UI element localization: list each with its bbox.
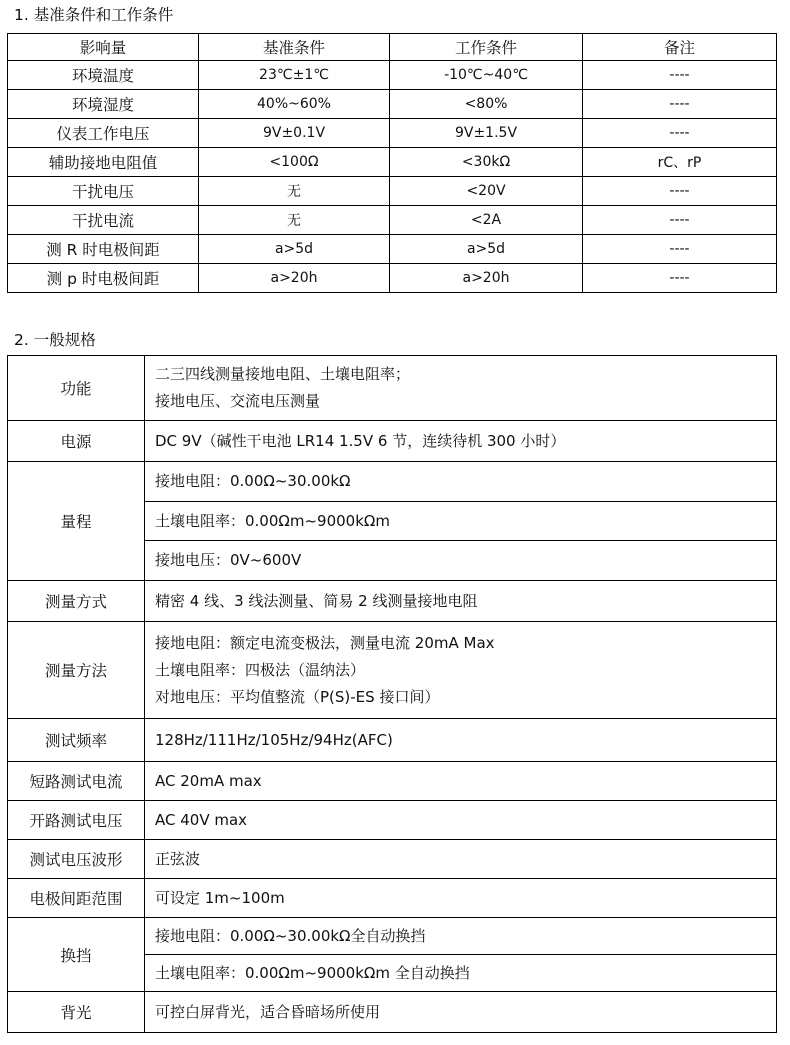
table-row bbox=[8, 177, 777, 206]
spec-line: AC 40V max bbox=[155, 810, 248, 829]
spec-value bbox=[145, 622, 777, 719]
table-row bbox=[8, 235, 777, 264]
table-row bbox=[8, 119, 777, 148]
influence-cell: 辅助接地电阻值 bbox=[8, 148, 199, 177]
influence-cell: 环境湿度 bbox=[8, 90, 199, 119]
spec-row-range bbox=[8, 462, 777, 502]
spec-value bbox=[145, 840, 777, 879]
spec-value bbox=[145, 879, 777, 918]
column-header: 基准条件 bbox=[199, 34, 390, 61]
remark-cell: ---- bbox=[583, 90, 777, 119]
spec-line: 接地电阻：0.00Ω~30.00kΩ bbox=[155, 472, 351, 490]
spec-row-frequency bbox=[8, 719, 777, 762]
spec-line: 对地电压：平均值整流（P(S)-ES 接口间） bbox=[155, 687, 440, 706]
spec-row-measure-mode bbox=[8, 581, 777, 622]
spec-line: 接地电阻：额定电流变极法，测量电流 20mA Max bbox=[155, 633, 495, 652]
spec-value bbox=[145, 421, 777, 462]
remark-cell: rC、rP bbox=[583, 148, 777, 177]
spec-label: 功能 bbox=[8, 356, 145, 421]
reference-cell: 23℃±1℃ bbox=[199, 61, 390, 90]
spec-label: 电源 bbox=[8, 421, 145, 462]
influence-cell: 测 R 时电极间距 bbox=[8, 235, 199, 264]
spec-value bbox=[145, 502, 777, 541]
spec-line: 128Hz/111Hz/105Hz/94Hz(AFC) bbox=[155, 730, 393, 749]
spec-value bbox=[145, 581, 777, 622]
column-header: 工作条件 bbox=[390, 34, 583, 61]
spec-value bbox=[145, 992, 777, 1033]
spec-label: 背光 bbox=[8, 992, 145, 1033]
spec-row-short-current bbox=[8, 762, 777, 801]
remark-cell: ---- bbox=[583, 235, 777, 264]
working-cell: <80% bbox=[390, 90, 583, 119]
reference-cell: a>20h bbox=[199, 264, 390, 293]
spec-line: 土壤电阻率：四极法（温纳法） bbox=[155, 660, 366, 679]
spec-label: 测试频率 bbox=[8, 719, 145, 762]
spec-label: 测量方式 bbox=[8, 581, 145, 622]
remark-cell: ---- bbox=[583, 177, 777, 206]
spec-line: 接地电压：0V~600V bbox=[155, 551, 302, 569]
spec-value bbox=[145, 801, 777, 840]
column-header: 备注 bbox=[583, 34, 777, 61]
influence-cell: 干扰电流 bbox=[8, 206, 199, 235]
remark-cell: ---- bbox=[583, 206, 777, 235]
spec-label: 换挡 bbox=[8, 918, 145, 992]
reference-cell: <100Ω bbox=[199, 148, 390, 177]
spec-value bbox=[145, 918, 777, 955]
working-cell: 9V±1.5V bbox=[390, 119, 583, 148]
influence-cell: 测 p 时电极间距 bbox=[8, 264, 199, 293]
spec-row-range-switch bbox=[8, 918, 777, 955]
remark-cell: ---- bbox=[583, 264, 777, 293]
spec-row-waveform bbox=[8, 840, 777, 879]
spec-value bbox=[145, 955, 777, 992]
spec-row-measure-method bbox=[8, 622, 777, 719]
table-row bbox=[8, 61, 777, 90]
spec-row-open-voltage bbox=[8, 801, 777, 840]
working-cell: -10℃~40℃ bbox=[390, 61, 583, 90]
working-cell: a>20h bbox=[390, 264, 583, 293]
spec-line: 接地电压、交流电压测量 bbox=[155, 392, 321, 410]
remark-cell: ---- bbox=[583, 119, 777, 148]
remark-cell: ---- bbox=[583, 61, 777, 90]
spec-label: 量程 bbox=[8, 462, 145, 581]
spec-line: 精密 4 线、3 线法测量、简易 2 线测量接地电阻 bbox=[155, 591, 478, 610]
spec-value bbox=[145, 762, 777, 801]
spec-value bbox=[145, 541, 777, 581]
working-cell: <2A bbox=[390, 206, 583, 235]
section1-heading: 1. 基准条件和工作条件 bbox=[14, 6, 174, 24]
column-header: 影响量 bbox=[8, 34, 199, 61]
spec-line: DC 9V（碱性干电池 LR14 1.5V 6 节，连续待机 300 小时） bbox=[155, 431, 566, 450]
spec-line: 可控白屏背光，适合昏暗场所使用 bbox=[155, 1002, 381, 1021]
table-row bbox=[8, 148, 777, 177]
working-cell: <20V bbox=[390, 177, 583, 206]
table-row bbox=[8, 264, 777, 293]
spec-row-backlight bbox=[8, 992, 777, 1033]
section2-heading: 2. 一般规格 bbox=[14, 331, 96, 349]
conditions-table bbox=[7, 33, 777, 293]
table-header-row bbox=[8, 34, 777, 61]
influence-cell: 仪表工作电压 bbox=[8, 119, 199, 148]
influence-cell: 环境温度 bbox=[8, 61, 199, 90]
spec-row-electrode-spacing bbox=[8, 879, 777, 918]
working-cell: <30kΩ bbox=[390, 148, 583, 177]
spec-value bbox=[145, 719, 777, 762]
spec-line: 可设定 1m~100m bbox=[155, 888, 285, 907]
spec-line: AC 20mA max bbox=[155, 771, 262, 790]
table-row bbox=[8, 206, 777, 235]
spec-line: 正弦波 bbox=[155, 849, 201, 868]
spec-value bbox=[145, 462, 777, 502]
reference-cell: 9V±0.1V bbox=[199, 119, 390, 148]
working-cell: a>5d bbox=[390, 235, 583, 264]
table-row bbox=[8, 90, 777, 119]
spec-label: 测量方法 bbox=[8, 622, 145, 719]
spec-line: 接地电阻：0.00Ω~30.00kΩ全自动换挡 bbox=[155, 926, 426, 945]
spec-line: 二三四线测量接地电阻、土壤电阻率； bbox=[155, 365, 411, 383]
spec-line: 土壤电阻率：0.00Ωm~9000kΩm 全自动换挡 bbox=[155, 963, 470, 982]
spec-line: 土壤电阻率：0.00Ωm~9000kΩm bbox=[155, 511, 390, 530]
spec-row-power bbox=[8, 421, 777, 462]
spec-row-function bbox=[8, 356, 777, 421]
spec-label: 电极间距范围 bbox=[8, 879, 145, 918]
influence-cell: 干扰电压 bbox=[8, 177, 199, 206]
specs-table bbox=[7, 355, 777, 1033]
reference-cell: 无 bbox=[199, 206, 390, 235]
spec-label: 短路测试电流 bbox=[8, 762, 145, 801]
reference-cell: a>5d bbox=[199, 235, 390, 264]
spec-label: 开路测试电压 bbox=[8, 801, 145, 840]
reference-cell: 无 bbox=[199, 177, 390, 206]
spec-value bbox=[145, 356, 777, 421]
reference-cell: 40%~60% bbox=[199, 90, 390, 119]
spec-label: 测试电压波形 bbox=[8, 840, 145, 879]
